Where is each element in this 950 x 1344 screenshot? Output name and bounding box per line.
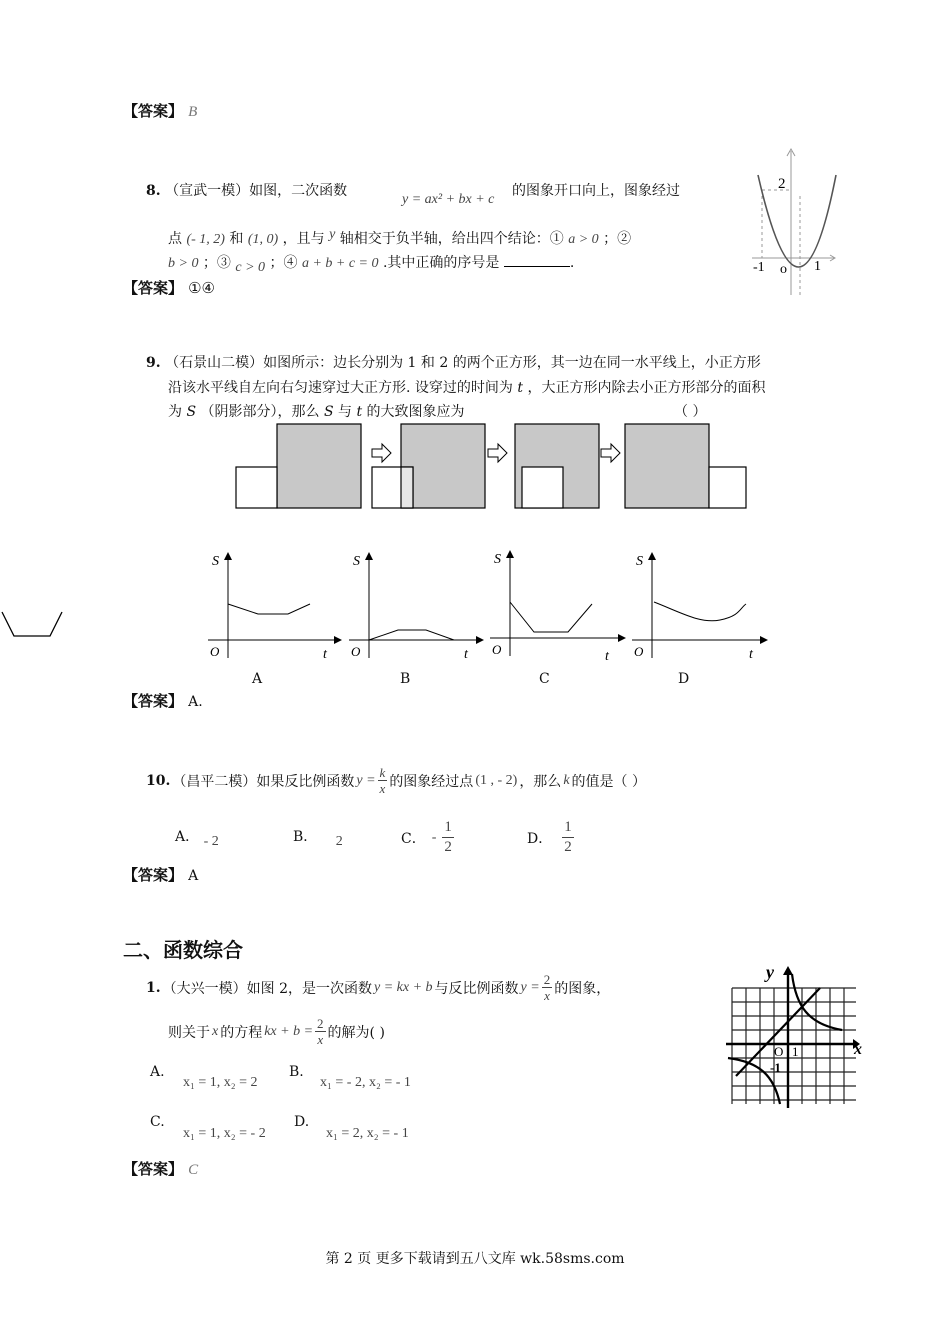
text: （大兴一模）如图 2，是一次函数 [162,980,372,997]
denominator: x [379,781,386,796]
text: （阴影部分），那么 [200,404,320,420]
answer-tag: 【答案】 [123,866,184,884]
label-2: 2 [778,176,786,192]
text: 的图象经过点 [389,773,474,790]
text: 的解为( ) [327,1024,385,1041]
q10-number: 10. [146,772,171,789]
q8-parabola-graph [748,145,840,297]
big-square-4 [625,424,709,508]
linear-function: y = kx + b [373,979,433,995]
arrow-icon [372,444,391,462]
q8-text-b: 的图象开口向上，图象经过 [512,183,680,199]
stray-bracket-shape [0,610,66,640]
q10-option-b [293,826,343,849]
label-1: 1 [792,1044,799,1059]
big-square-2 [401,424,485,508]
text: ，那么 [519,773,562,790]
curve-b [369,630,454,640]
label-o: O [210,644,220,659]
sign: - [431,829,437,845]
option-label-b: B [400,671,411,687]
label-s: S [212,554,219,569]
text: 为 [168,404,182,420]
text: ；③ [202,255,231,271]
label-origin: o [780,262,787,277]
denominator: 2 [444,839,452,855]
conclusion-4: a + b + c = 0 [301,256,379,271]
label-x: x [854,1041,862,1058]
q9-squares-figure [234,422,750,510]
label-t: t [464,647,468,662]
denominator: 2 [564,839,572,855]
q9-answer: A. [188,694,203,710]
text: . [569,255,575,271]
label-t: t [605,649,609,664]
fraction [562,818,574,857]
func-lhs: y = [520,979,540,995]
label-t: t [323,647,327,662]
section-title: 二、函数综合 [123,938,243,962]
q8-line2 [168,228,631,248]
value: - 2 [203,834,219,849]
q9-line2 [168,377,765,397]
s2q1-option-c-value: x₁ = 1, x₂ = - 2 [183,1126,266,1141]
answer-tag: 【答案】 [123,692,184,710]
denominator: x [544,988,550,1003]
label-1: 1 [814,259,821,274]
func-lhs: y = [356,772,376,788]
value: 2 [335,834,343,849]
y-axis-arrow [783,966,793,975]
label-s: S [636,554,643,569]
label-s: S [494,552,501,567]
q7-answer-line [123,100,197,121]
point-2: (1, 0) [247,232,279,247]
text: （昌平二模）如果反比例函数 [172,773,355,790]
s2q1-option-d-value: x₁ = 2, x₂ = - 1 [326,1126,409,1141]
answer-blank [504,254,570,267]
text: 则关于 [168,1024,210,1041]
text: 的方程 [220,1024,263,1041]
answer-tag: 【答案】 [123,102,184,120]
parabola-curve [758,175,836,267]
equation-lhs: kx + b = [264,1023,314,1039]
q8-text: （宣武一模）如图，二次函数 [165,183,348,199]
q10-answer-line [123,864,198,885]
q8-line3 [168,252,575,275]
answer-tag: 【答案】 [123,1160,184,1178]
small-square-1 [236,467,277,508]
graph-b [349,554,482,662]
s2q1-option-b-label: B. [289,1064,304,1080]
s2q1-grid-graph [708,958,868,1110]
answer-tag: 【答案】 [123,279,184,297]
text: 和 [229,231,244,247]
q9-line3 [168,401,465,421]
label-minus-1: -1 [753,260,765,275]
option-label-d: D [678,671,690,687]
s2q1-option-d-label: D. [294,1114,310,1130]
q8-line1 [146,180,347,200]
fraction-2-over-x [315,1016,326,1047]
q8-answer-line [123,277,215,298]
label: A． [175,829,200,845]
s-var: S [323,404,334,420]
text: 的大致图象应为 [366,404,465,420]
graph-c [490,552,624,664]
curve-c [510,602,592,632]
text: 点 [168,231,182,247]
numerator: 1 [562,818,574,838]
q10-option-d [527,818,574,857]
s2q1-answer: C [188,1162,199,1178]
big-square-1 [277,424,361,508]
q8-function: y = ax² + bx + c [402,192,495,207]
s-var: S [186,404,197,420]
numerator: 2 [317,1016,324,1031]
label-o: O [634,644,644,659]
q9-answer-paren: （ ） [674,404,707,420]
conclusion-1: a > 0 [568,232,599,247]
point: (1 , - 2) [475,772,518,788]
s2q1-option-a-label: A. [150,1064,165,1080]
s2q1-line1 [146,972,610,1003]
curve-d [654,602,746,621]
option-label-c: C [539,671,550,687]
t-var: t [517,380,523,396]
q10-option-c [401,818,454,857]
q9-option-graphs [200,548,780,668]
label-o: O [492,642,502,657]
label-origin: O [774,1044,784,1059]
numerator: 1 [442,818,454,838]
overlap-2 [401,467,413,508]
small-square-3 [522,467,563,508]
page-footer: 第 2 页 更多下载请到五八文库 wk.58sms.com [325,1251,625,1267]
k-var: k [563,772,570,788]
small-square-4 [709,467,746,508]
curve-a [228,604,310,614]
text: 与反比例函数 [434,980,519,997]
label-y: y [766,962,774,982]
label-s: S [353,554,360,569]
s2q1-option-c-label: C. [150,1114,165,1130]
fraction [442,818,454,857]
x-var: x [212,1023,219,1039]
label-t: t [749,647,753,662]
label: D． [527,830,553,847]
point-1: (- 1, 2) [186,232,225,247]
q8-number: 8. [146,183,161,199]
q9-line1 [146,352,761,372]
graph-d [632,554,766,662]
denominator: x [317,1032,324,1047]
q10-option-a [175,826,219,849]
text: 轴相交于负半轴，给出四个结论：① [339,231,564,247]
q7-answer: B [188,104,198,120]
numerator: 2 [543,972,551,987]
t-var: t [356,404,363,420]
graph-a [208,554,340,662]
label-minus-1: -1 [770,1060,781,1075]
q9-answer-line [123,690,203,711]
arrow-icon [601,444,620,462]
conclusion-2: b > 0 [168,256,199,271]
text: ；② [603,231,632,247]
text: 沿该水平线自左向右匀速穿过大正方形. 设穿过的时间为 [168,380,513,396]
s2q1-line2 [168,1016,385,1047]
label: B． [293,829,318,845]
s2q1-option-b-value: x₁ = - 2, x₂ = - 1 [320,1075,411,1090]
option-label-a: A [252,671,263,687]
q10-answer: A [188,868,199,884]
text: 的值是（ ） [571,773,646,790]
fraction-2-over-x [542,972,553,1003]
q10-line [146,765,646,796]
label-o: O [351,644,361,659]
q9-text: （石景山二模）如图所示：边长分别为 1 和 2 的两个正方形，其一边在同一水平线上，小正方形 [165,355,761,371]
s2q1-option-a-value: x₁ = 1, x₂ = 2 [183,1075,258,1090]
text: ，大正方形内除去小正方形部分的面积 [527,380,766,396]
arrow-icon [488,444,507,462]
text: ；④ [269,255,298,271]
text: ，且与 [282,231,325,247]
s2q1-number: 1. [146,979,161,996]
q8-answer: ①④ [188,279,216,297]
label: C． [401,830,426,847]
text: 与 [338,404,352,420]
y-var: y [329,227,336,242]
fraction-k-over-x [378,765,388,796]
text: .其中正确的序号是 [382,255,500,271]
text: 的图象， [554,980,611,997]
conclusion-3: c > 0 [235,260,266,275]
q9-number: 9. [146,355,161,371]
s2q1-answer-line [123,1158,198,1179]
numerator: k [379,765,386,780]
